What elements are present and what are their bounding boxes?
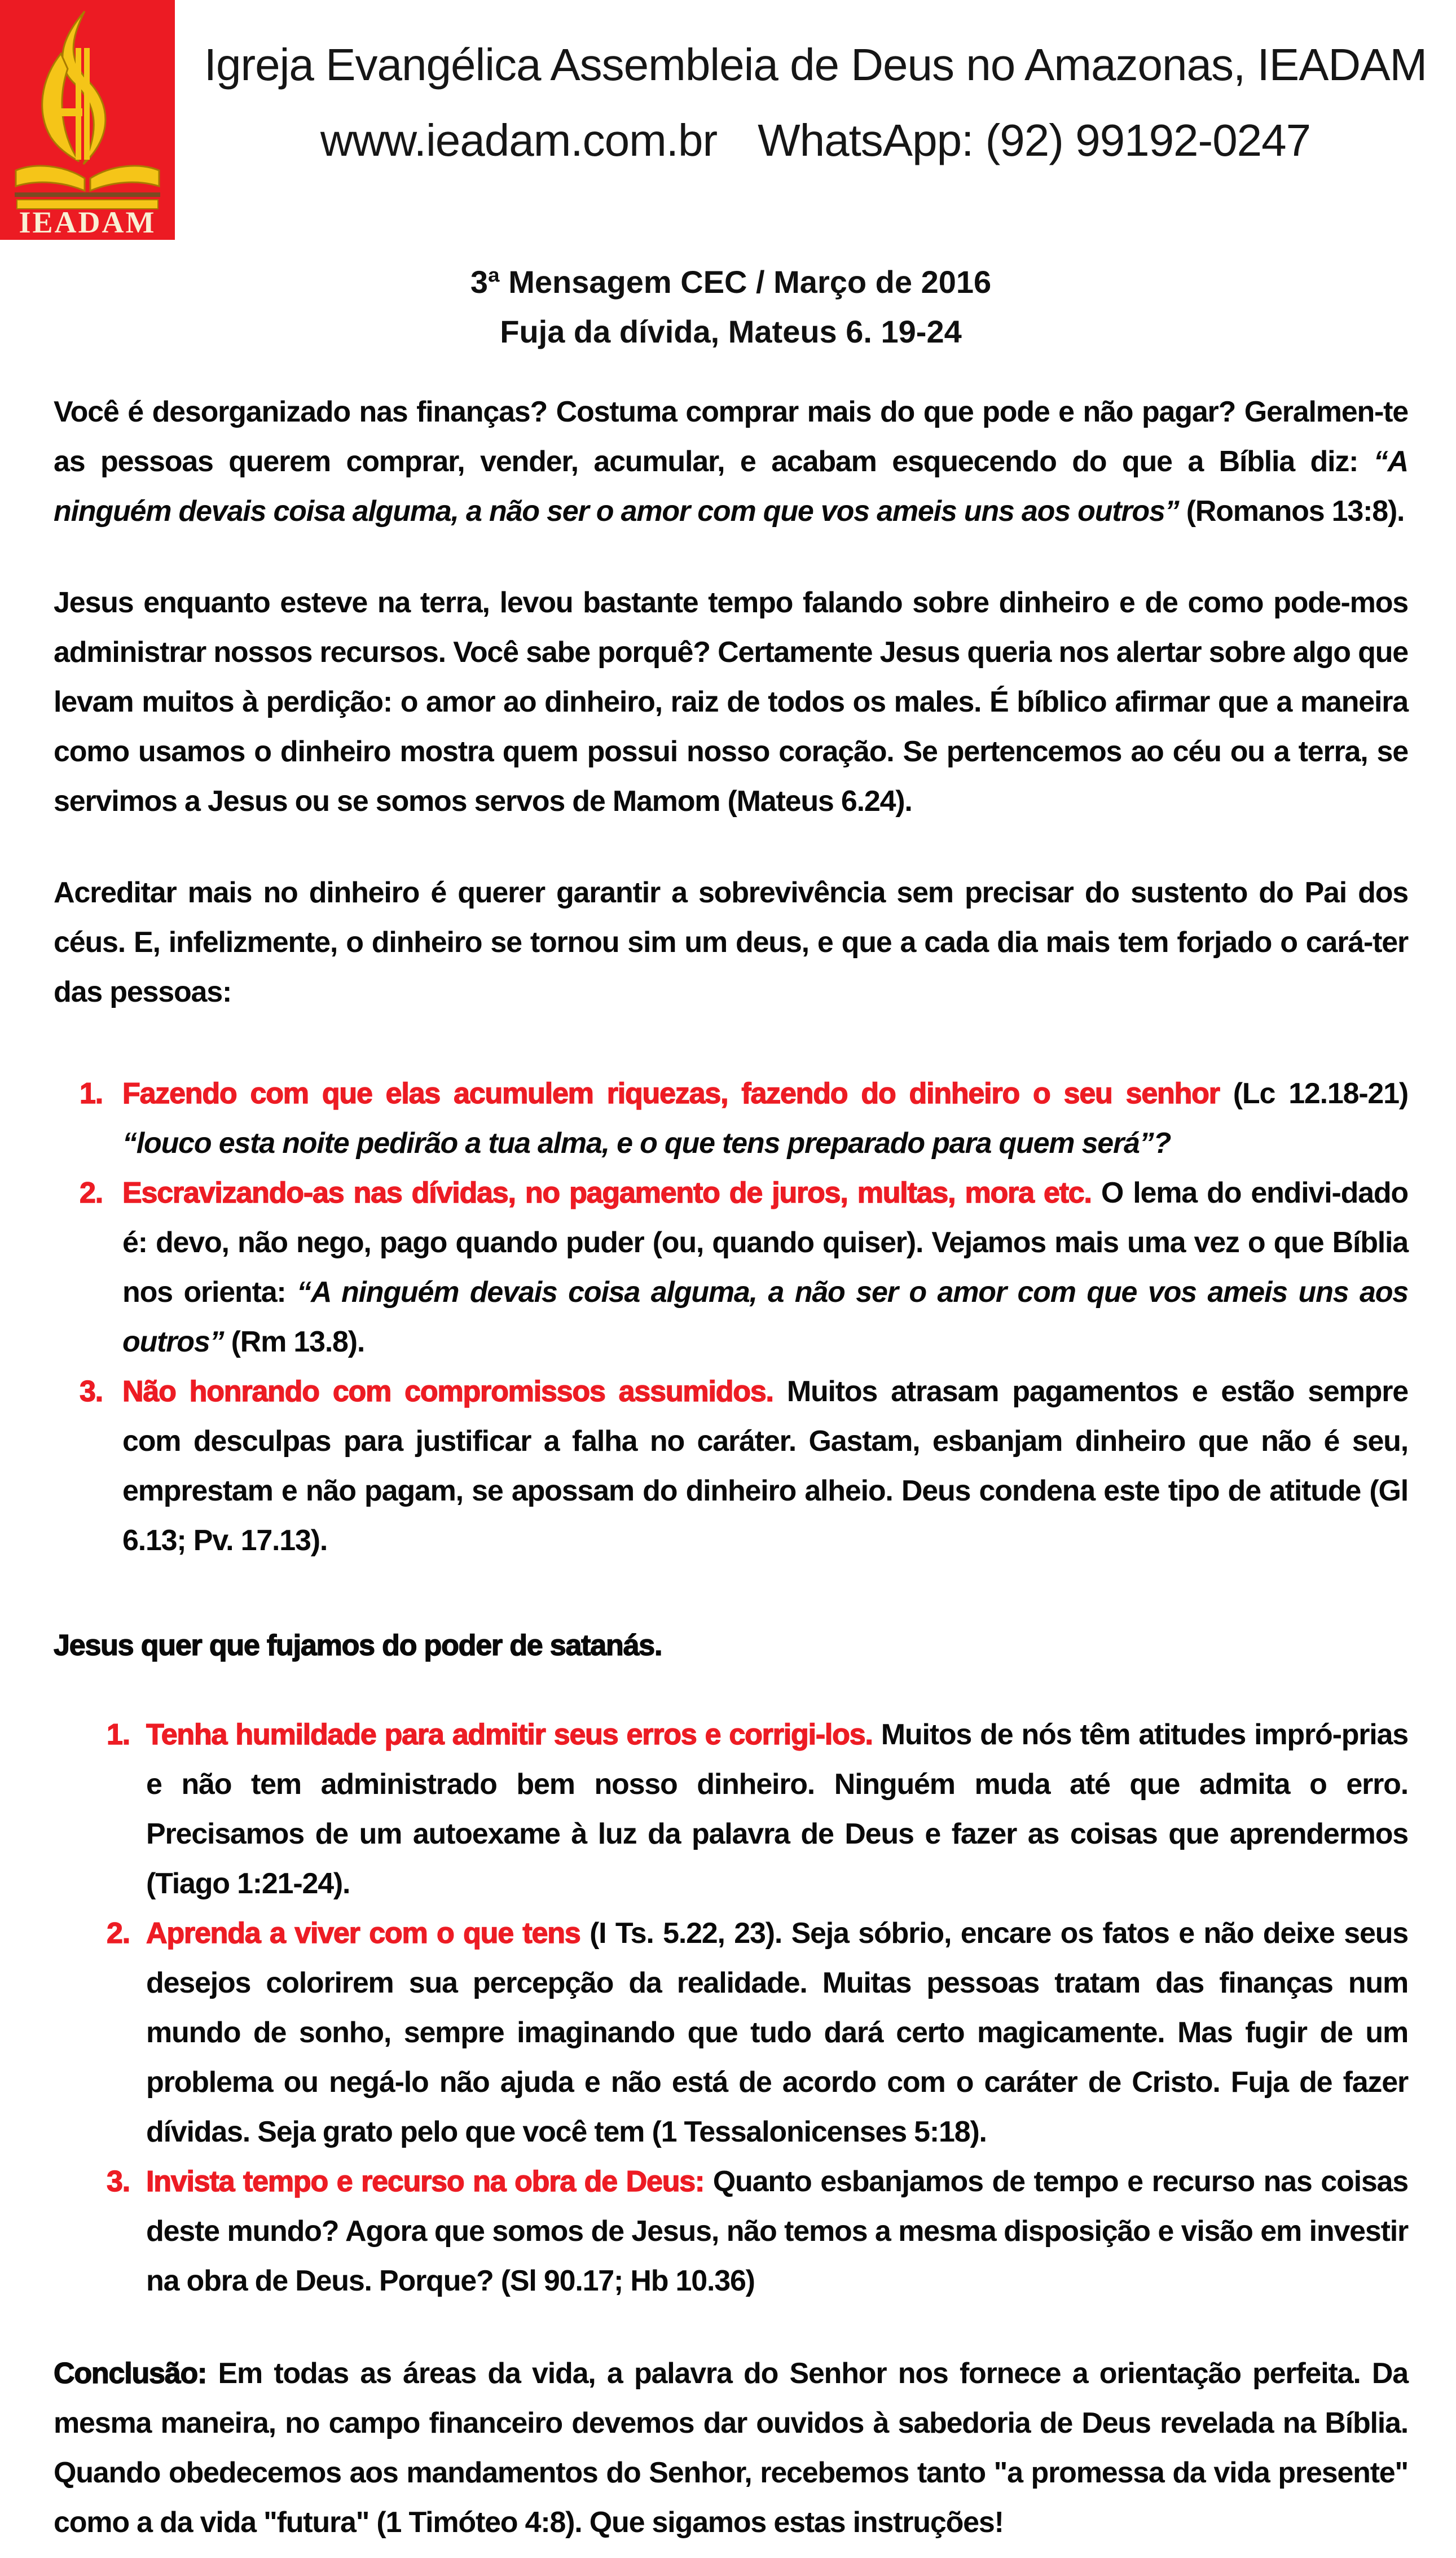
list-item-heading: Escravizando-as nas dívidas, no pagamento de juros, multas, mora etc.	[122, 1177, 1092, 1209]
message-title-line1: 3ª Mensagem CEC / Março de 2016	[470, 264, 992, 300]
list-item-heading: Fazendo com que elas acumulem riquezas, fazendo do dinheiro o seu senhor	[122, 1077, 1220, 1110]
message-title	[54, 257, 1408, 357]
list-item-number: 3.	[80, 1375, 103, 1408]
list-item-text: (Lc 12.18-21)	[1219, 1077, 1408, 1110]
list-item	[54, 1710, 1408, 1908]
list-money-effects	[54, 1069, 1408, 1565]
document-body	[0, 257, 1456, 2547]
list-item-heading: Aprenda a viver com o que tens	[146, 1917, 580, 1950]
paragraph-trust-money: Acreditar mais no dinheiro é querer garantir a sobrevivência sem precisar do sustento do Pai dos céus. E, infelizmente, o dinheiro se tornou sim um deus, e que a cada dia mais tem forjado o cará-ter das pessoas:	[54, 876, 1408, 1008]
list-item-text: O lema do endivi-dado é: devo, não nego, pago quando puder (ou, quando quiser). Vejamos mais uma vez o que Bíblia nos orienta:	[122, 1177, 1408, 1309]
list-item-text: (I Ts. 5.22, 23). Seja sóbrio, encare os fatos e não deixe seus desejos colorirem sua percepção da realidade. Muitas pessoas tratam das finanças num mundo de sonho, sempre imaginando que tudo dará certo magicamente. Mas fugir de um problema ou negá-lo não ajuda e não está de acordo com o caráter de Cristo. Fuja de fazer dívidas. Seja grato pelo que você tem (1 Tessalonicenses 5:18).	[146, 1917, 1408, 2148]
logo-acronym: IEADAM	[19, 205, 156, 239]
subheading-flee-satan: Jesus quer que fujamos do poder de satanás.	[54, 1629, 662, 1662]
website-text: www.ieadam.com.br	[320, 115, 718, 165]
list-item-text: Quanto esbanjamos de tempo e recurso nas coisas deste mundo? Agora que somos de Jesus, não temos a mesma disposição e visão em investir na obra de Deus. Porque? (Sl 90.17; Hb 10.36)	[146, 2165, 1408, 2297]
ieadam-logo	[0, 0, 175, 240]
list-item	[54, 1069, 1408, 1168]
conclusion-text: Em todas as áreas da vida, a palavra do Senhor nos fornece a orientação perfeita. Da mesma maneira, no campo financeiro devemos dar ouvidos à sabedoria de Deus revelada na Bíblia. Quando obedecemos aos mandamentos do Senhor, recebemos tanto "a promessa da vida presente" como a da vida "futura" (1 Timóteo 4:8). Que sigamos estas instruções!	[54, 2357, 1408, 2539]
list-item	[54, 1168, 1408, 1367]
conclusion-label: Conclusão:	[54, 2357, 207, 2390]
church-logo-icon	[0, 0, 175, 240]
list-item	[54, 1908, 1408, 2157]
bible-quote-romans-13: “A ninguém devais coisa alguma, a não ser o amor com que vos ameis uns aos outros”	[122, 1276, 1408, 1358]
list-item-number: 3.	[107, 2165, 130, 2198]
message-title-line2: Fuja da dívida, Mateus 6. 19-24	[500, 314, 962, 349]
contact-line	[175, 103, 1456, 178]
paragraph-conclusion	[54, 2349, 1408, 2547]
list-item-number: 2.	[107, 1917, 130, 1950]
list-item-heading: Invista tempo e recurso na obra de Deus:	[146, 2165, 705, 2198]
paragraph-jesus-money: Jesus enquanto esteve na terra, levou bastante tempo falando sobre dinheiro e de como pode-mos administrar nossos recursos. Você sabe porquê? Certamente Jesus queria nos alertar sobre algo que levam muitos à perdição: o amor ao dinheiro, raiz de todos os males. É bíblico afirmar que a maneira como usamos o dinheiro mostra quem possui nosso coração. Se pertencemos ao céu ou a terra, se servimos a Jesus ou se somos servos de Mamom (Mateus 6.24).	[54, 586, 1408, 818]
list-item	[54, 1367, 1408, 1565]
intro-text: Você é desorganizado nas finanças? Costuma comprar mais do que pode e não pagar? Geralmen-te as pessoas querem comprar, vender, acumular, e acabam esquecendo do que a Bíblia diz:	[54, 396, 1408, 478]
list-item-text-end: (Rm 13.8).	[223, 1326, 365, 1358]
church-name: Igreja Evangélica Assembleia de Deus no Amazonas, IEADAM	[204, 40, 1427, 90]
list-item-number: 2.	[80, 1177, 103, 1209]
list-item-number: 1.	[80, 1077, 103, 1110]
header-text	[175, 0, 1456, 178]
document-header	[0, 0, 1456, 243]
list-item	[54, 2157, 1408, 2306]
paragraph-intro	[54, 387, 1408, 536]
list-item-number: 1.	[107, 1718, 130, 1751]
list-item-text: Muitos atrasam pagamentos e estão sempre com desculpas para justificar a falha no caráter. Gastam, esbanjam dinheiro que não é seu, emprestam e não pagam, se apossam do dinheiro alheio. Deus condena este tipo de atitude (Gl 6.13; Pv. 17.13).	[122, 1375, 1408, 1557]
list-item-heading: Tenha humildade para admitir seus erros e corrigi-los.	[146, 1718, 873, 1751]
bible-quote-romans: “A ninguém devais coisa alguma, a não ser o amor com que vos ameis uns aos outros”	[54, 445, 1408, 528]
intro-reference: (Romanos 13:8).	[1178, 495, 1405, 528]
bible-quote-luke: “louco esta noite pedirão a tua alma, e o que tens preparado para quem será”?	[122, 1127, 1171, 1160]
whatsapp-text: WhatsApp: (92) 99192-0247	[758, 115, 1311, 165]
list-item-text: Muitos de nós têm atitudes impró-prias e não tem administrado bem nosso dinheiro. Ninguém muda até que admita o erro. Precisamos de um autoexame à luz da palavra de Deus e fazer as coisas que aprendermos (Tiago 1:21-24).	[146, 1718, 1408, 1900]
list-item-heading: Não honrando com compromissos assumidos.	[122, 1375, 773, 1408]
list-escape-steps	[54, 1710, 1408, 2306]
